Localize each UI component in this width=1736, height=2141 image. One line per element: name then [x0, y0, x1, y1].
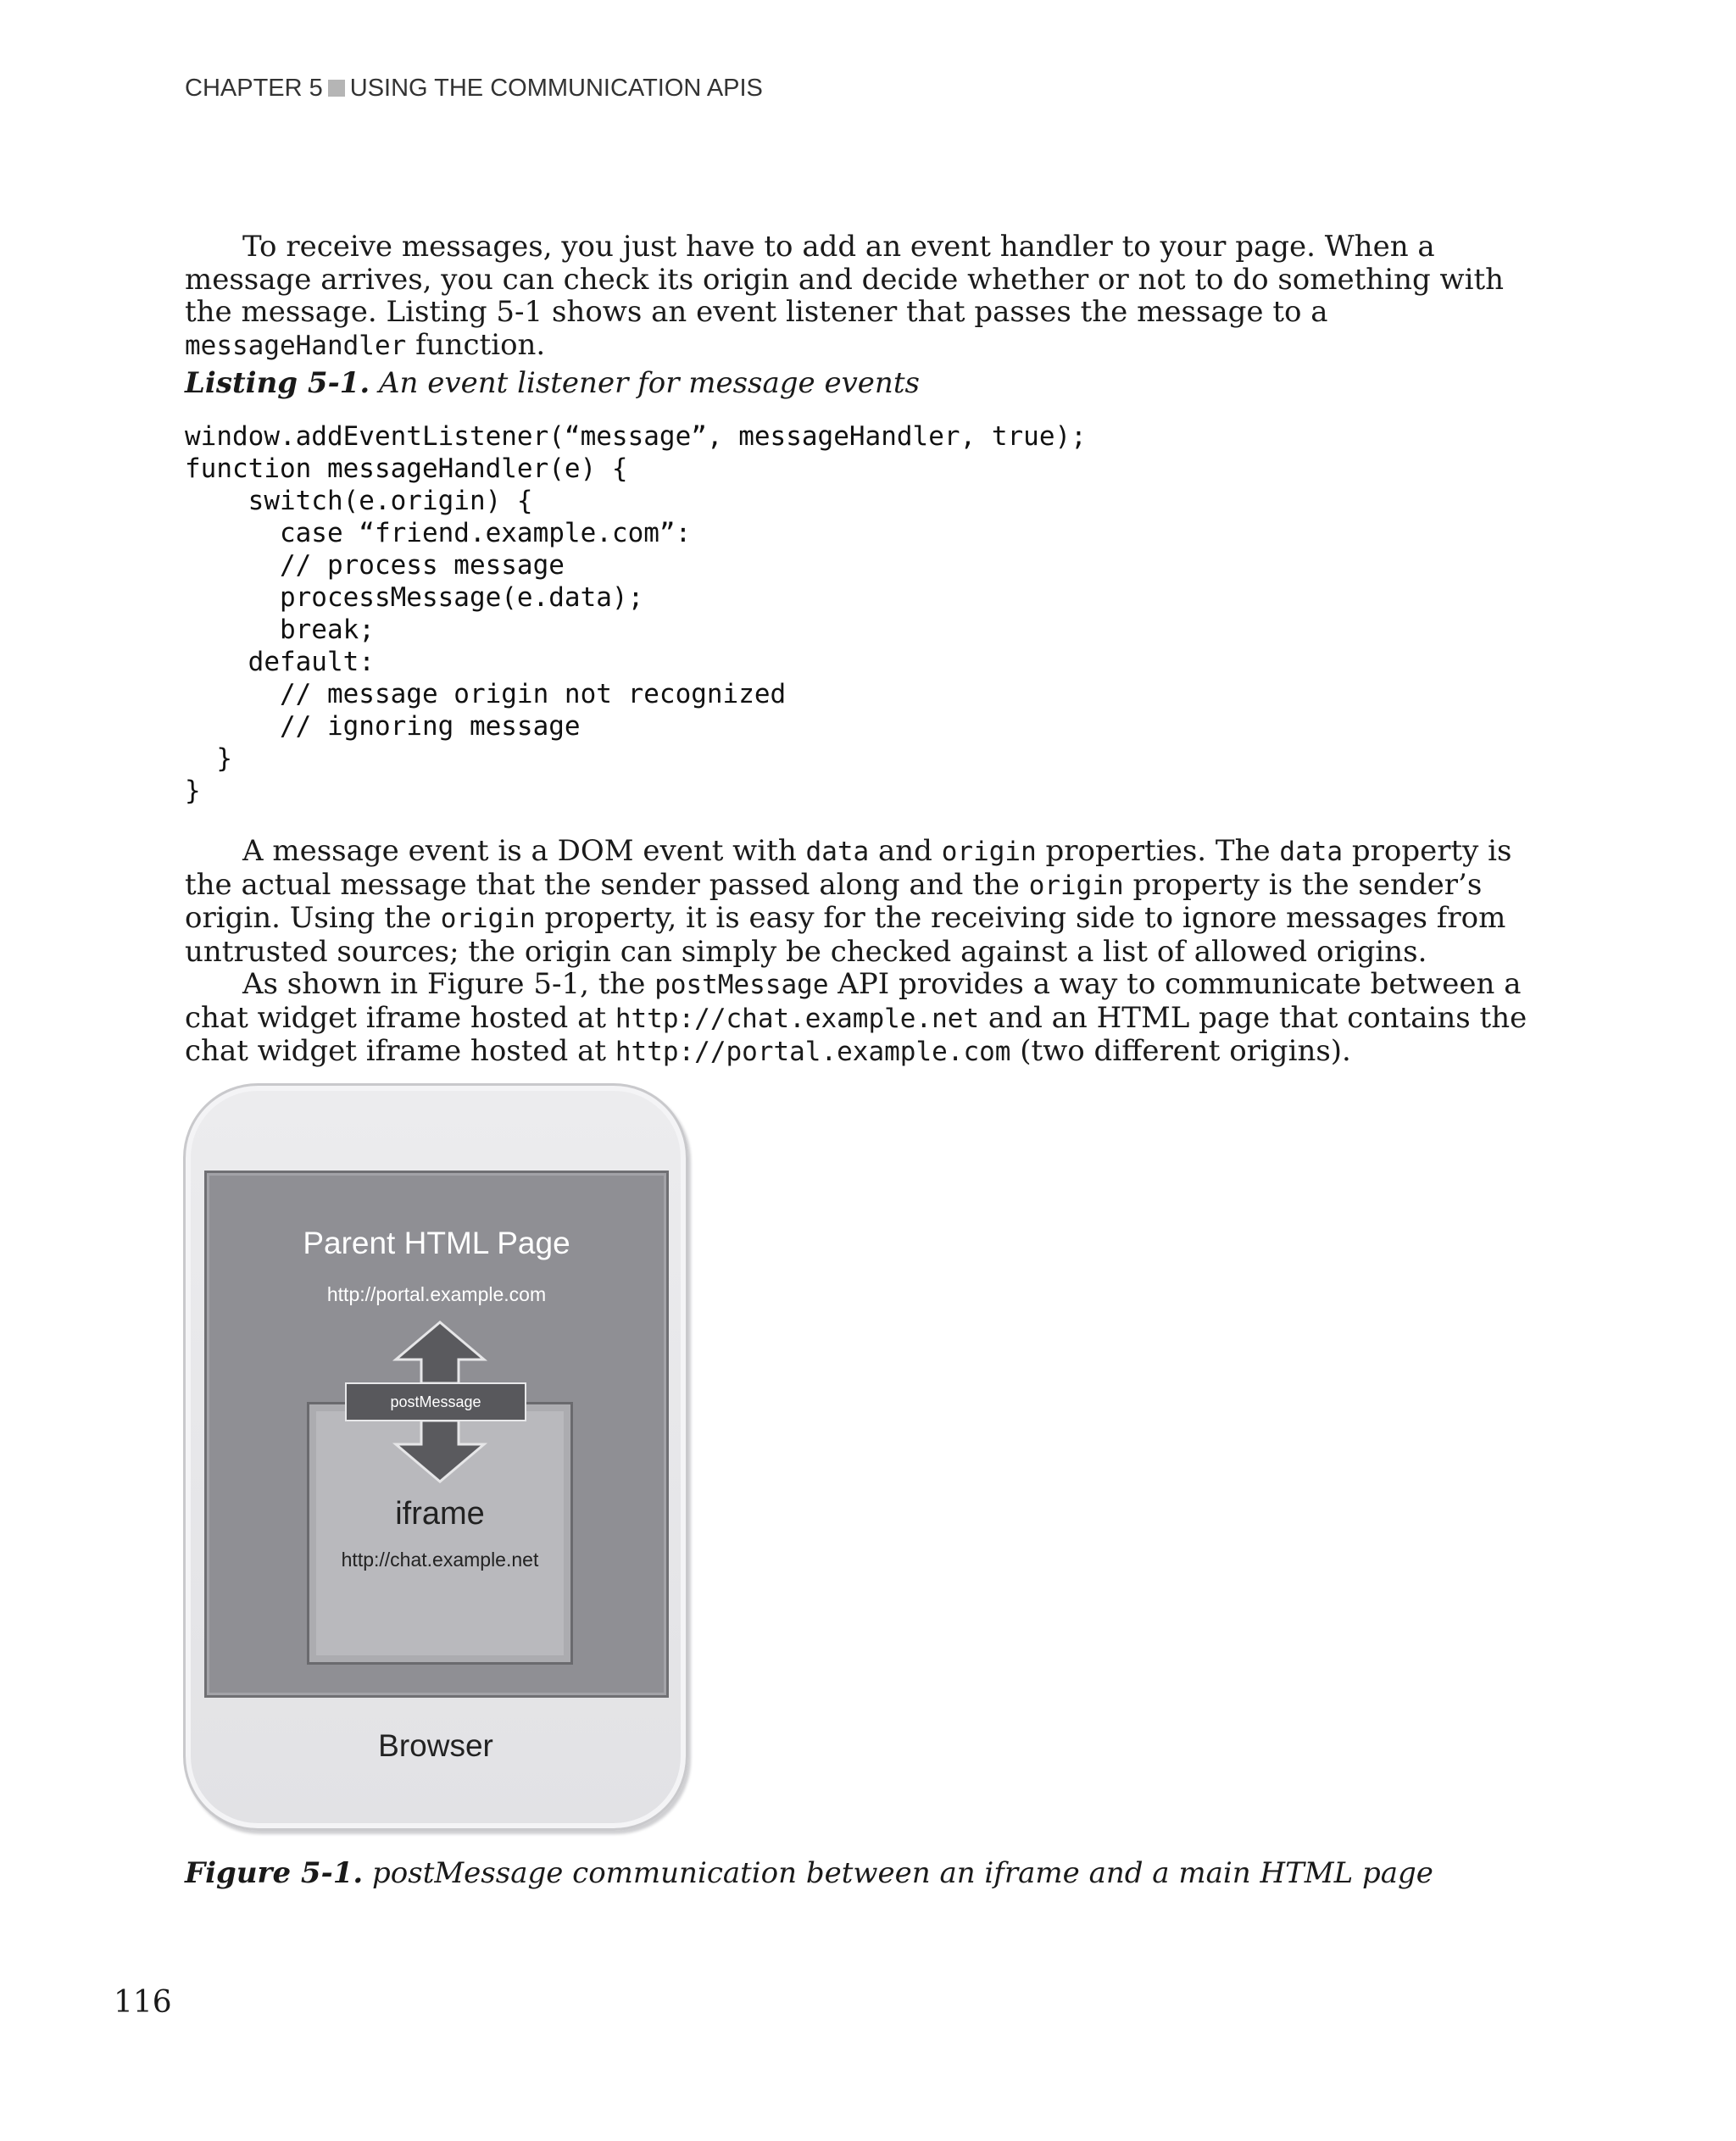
paragraph-text: function.: [406, 327, 546, 362]
paragraph-text: To receive messages, you just have to add an event handler to your page. When a message arrives, you can check its origin and decide whether or not to do something with the message. Listing 5-1 shows an event listener that passes the message to a: [185, 230, 1505, 329]
figure-caption: [185, 1856, 1433, 1890]
paragraph-text: property, it is easy for the receiving side to ignore messages from untrusted sources; the origin can simply be checked against a list of allowed origins.: [185, 901, 1506, 969]
listing-label: Listing 5-1.: [185, 366, 370, 400]
figure-caption-text: postMessage communication between an iframe and a main HTML page: [372, 1856, 1433, 1890]
inline-code: origin: [440, 904, 536, 934]
running-head: [185, 75, 763, 103]
inline-code: http://chat.example.net: [615, 1003, 980, 1034]
browser-label: Browser: [378, 1728, 493, 1763]
inline-code: origin: [941, 837, 1037, 867]
browser-frame: [183, 1083, 688, 1831]
paragraph-text: and an HTML page that contains the chat widget iframe hosted at: [185, 1000, 1527, 1068]
iframe-title: iframe: [395, 1496, 485, 1532]
inline-code: data: [1279, 837, 1344, 867]
postmessage-label: postMessage: [345, 1382, 526, 1421]
paragraph-text: properties. The: [1036, 834, 1280, 868]
paragraph-message-event: [185, 835, 1550, 968]
listing-title: An event listener for message events: [379, 366, 920, 400]
paragraph-figure-ref: [185, 968, 1550, 1069]
paragraph-intro: [185, 231, 1550, 362]
page-number: 116: [114, 1985, 172, 2020]
paragraph-text: A message event is a DOM event with: [242, 834, 806, 868]
paragraph-body: [185, 835, 1550, 1069]
paragraph-text: property is the actual message that the sender passed along and the: [185, 834, 1512, 902]
inline-code: origin: [1028, 870, 1124, 901]
chapter-title: USING THE COMMUNICATION APIS: [349, 75, 763, 102]
parent-page-url: http://portal.example.com: [326, 1283, 547, 1305]
paragraph-text: and: [869, 834, 942, 868]
chapter-label: CHAPTER 5: [185, 75, 323, 102]
inline-code: postMessage: [654, 970, 829, 1000]
figure-label: Figure 5-1.: [185, 1856, 364, 1890]
parent-page-title: Parent HTML Page: [303, 1226, 570, 1260]
inline-code: messageHandler: [185, 330, 407, 361]
paragraph-text: API provides a way to communicate between a chat widget iframe hosted at: [185, 967, 1522, 1035]
inline-code: http://portal.example.com: [615, 1037, 1011, 1067]
listing-caption: [185, 366, 920, 400]
square-bullet-icon: [328, 80, 345, 97]
paragraph-text: property is the sender’s origin. Using the: [185, 867, 1483, 935]
paragraph-text: As shown in Figure 5-1, the: [242, 967, 655, 1001]
figure-diagram: [183, 1083, 688, 1831]
inline-code: data: [805, 837, 870, 867]
paragraph-text: (two different origins).: [1010, 1034, 1351, 1068]
iframe-url: http://chat.example.net: [341, 1549, 539, 1571]
parent-html-page-box: [204, 1171, 669, 1698]
code-listing: window.addEventListener(“message”, messageHandler, true); function messageHandler(e) { switch(e.origin) { case “friend.example.com”: // process message processMessage(e.data); break; default: // message origin not recognized // ignoring message } }: [185, 421, 1087, 806]
